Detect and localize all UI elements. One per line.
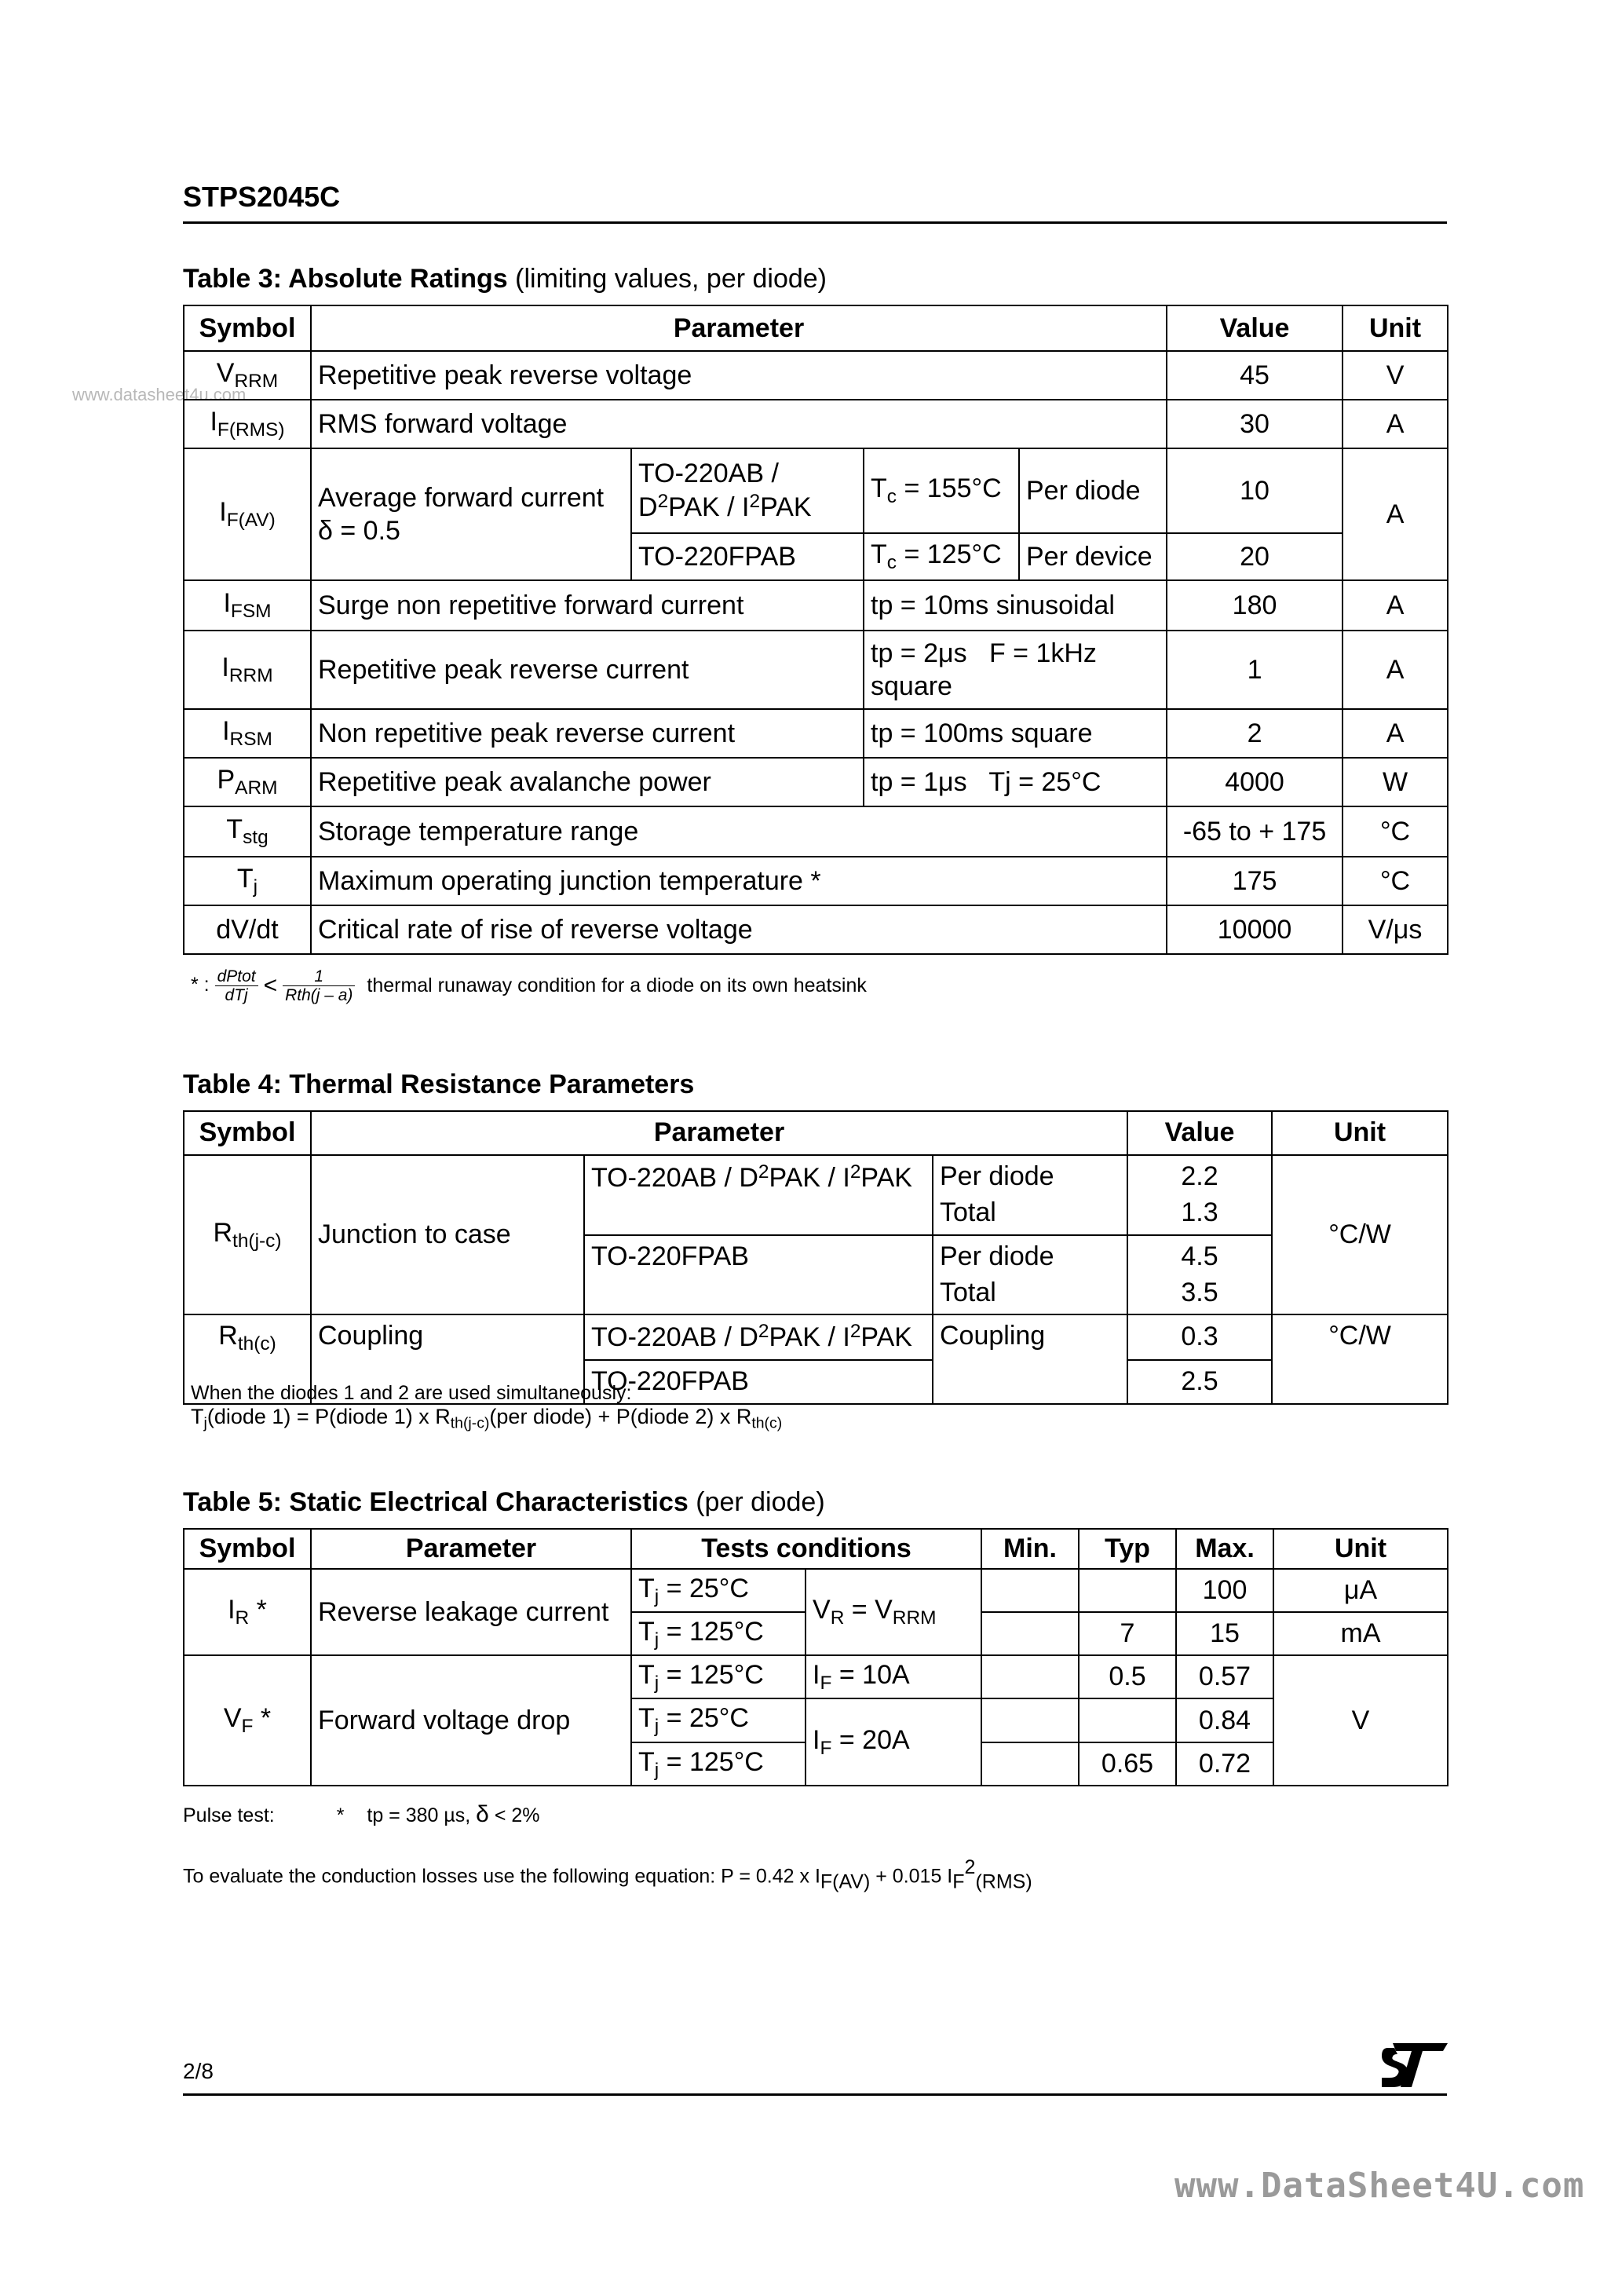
unit-cell: A: [1343, 448, 1448, 580]
condition-cell: $T_j = 125^\circ C$: [631, 1612, 806, 1655]
parameter-cell: Repetitive peak reverse current: [311, 631, 864, 709]
parameter-cell: Maximum operating junction temperature *: [311, 857, 1167, 905]
min-cell: [981, 1612, 1079, 1655]
symbol-cell: $T_j$: [184, 857, 311, 905]
parameter-cell: Reverse leakage current: [311, 1569, 631, 1655]
condition-cell: $T_j = 25^\circ C$: [631, 1698, 806, 1742]
unit-cell: A: [1343, 400, 1448, 448]
header-value: Value: [1127, 1111, 1272, 1155]
per-cell: Per device: [1019, 533, 1167, 580]
header-typ: Typ: [1079, 1529, 1176, 1569]
max-cell: 0.72: [1176, 1742, 1273, 1786]
header-unit: Unit: [1343, 305, 1448, 351]
parameter-cell: Critical rate of rise of reverse voltage: [311, 905, 1167, 954]
unit-cell: A: [1343, 580, 1448, 631]
max-cell: 0.84: [1176, 1698, 1273, 1742]
header-tests: Tests conditions: [631, 1529, 981, 1569]
unit-cell: V: [1343, 351, 1448, 400]
value-cell: -65 to + 175: [1167, 806, 1343, 857]
header-unit: Unit: [1272, 1111, 1448, 1155]
value-cell: 45: [1167, 351, 1343, 400]
value-cell: 1: [1167, 631, 1343, 709]
header-parameter: Parameter: [311, 1529, 631, 1569]
unit-cell: V/μs: [1343, 905, 1448, 954]
header-max: Max.: [1176, 1529, 1273, 1569]
unit-cell: μA: [1273, 1569, 1448, 1612]
conduction-losses-equation: To evaluate the conduction losses use the following equation: P = 0.42 x $I_{F(AV)} + 0.015$ $I_F^2_{(RMS)}$: [183, 1856, 1032, 1893]
package-cell: $TO-220AB / D^2PAK / I^2PAK$: [584, 1155, 933, 1235]
symbol-cell: $I_{F(AV)}$: [184, 448, 311, 580]
symbol-cell: $R_{th(j-c)}$: [184, 1155, 311, 1315]
symbol-cell: $T_{stg}$: [184, 806, 311, 857]
min-cell: [981, 1655, 1079, 1698]
fraction-dptot: $\frac{\text{dPtot}}{\text{dTj}}$: [215, 967, 258, 1004]
table5-caption: Table 5: Static Electrical Characteristics (per diode): [183, 1487, 825, 1517]
unit-cell: A: [1343, 631, 1448, 709]
page-number: 2/8: [183, 2059, 214, 2083]
table-row: [184, 351, 1448, 400]
parameter-cell: Surge non repetitive forward current: [311, 580, 864, 631]
condition-cell: tp = 10ms sinusoidal: [864, 580, 1167, 631]
symbol-cell: $R_{th(c)}$: [184, 1314, 311, 1404]
table-row: [184, 905, 1448, 954]
value-cell: 4000: [1167, 758, 1343, 806]
symbol-cell: $P_{ARM}$: [184, 758, 311, 806]
max-cell: 100: [1176, 1569, 1273, 1612]
table-row: [184, 1569, 1448, 1612]
package-cell: TO-220AB / $D^2PAK / I^2PAK$: [631, 448, 864, 533]
condition-cell: $T_j = 125^\circ C$: [631, 1655, 806, 1698]
symbol-cell: $I_{F(RMS)}$: [184, 400, 311, 448]
header-symbol: Symbol: [184, 305, 311, 351]
symbol-cell: $I_R$ *: [184, 1569, 311, 1655]
value-cell: 4.5 3.5: [1127, 1235, 1272, 1315]
table-row: [184, 631, 1448, 709]
unit-cell: W: [1343, 758, 1448, 806]
condition-cell: $I_F = 20A$: [806, 1698, 981, 1785]
typ-cell: 0.5: [1079, 1655, 1176, 1698]
max-cell: 0.57: [1176, 1655, 1273, 1698]
parameter-cell: Junction to case: [311, 1155, 584, 1315]
document-title: STPS2045C: [183, 181, 341, 213]
value-cell: 10000: [1167, 905, 1343, 954]
parameter-cell: Repetitive peak reverse voltage: [311, 351, 1167, 400]
condition-cell: tp = 1μs Tj = 25°C: [864, 758, 1167, 806]
per-cell: Per diode: [1019, 448, 1167, 533]
min-cell: [981, 1742, 1079, 1786]
header-min: Min.: [981, 1529, 1079, 1569]
table-row: [184, 1655, 1448, 1698]
footer-rule: [183, 2093, 1447, 2096]
symbol-cell: $V_F$ *: [184, 1655, 311, 1786]
parameter-cell: Coupling: [311, 1314, 584, 1404]
table5-header-row: [184, 1529, 1448, 1569]
package-cell: TO-220FPAB: [584, 1235, 933, 1315]
condition-cell: $T_c = 125^\circ C$: [864, 533, 1019, 580]
value-cell: 2.5: [1127, 1360, 1272, 1404]
st-logo-icon: [1382, 2042, 1448, 2089]
label-cell: Coupling: [933, 1314, 1127, 1404]
table-row: [184, 806, 1448, 857]
table-row: [184, 448, 1448, 533]
parameter-cell: Repetitive peak avalanche power: [311, 758, 864, 806]
package-cell: TO-220FPAB: [584, 1360, 933, 1404]
symbol-cell: $V_{RRM}$: [184, 351, 311, 400]
header-symbol: Symbol: [184, 1111, 311, 1155]
parameter-cell: Forward voltage drop: [311, 1655, 631, 1786]
package-cell: $TO-220AB / D^2PAK / I^2PAK$: [584, 1314, 933, 1360]
value-cell: 2: [1167, 709, 1343, 758]
condition-cell: $V_R = V_{RRM}$: [806, 1569, 981, 1655]
note-line-2: $T_j(diode$ 1) = P(diode 1) x $R_{th(j-c)}(per$ diode) + P(diode 2) x $R_{th(c)}$: [191, 1405, 783, 1432]
parameter-cell: Average forward current δ = 0.5: [311, 448, 631, 580]
condition-cell: tp = 100ms square: [864, 709, 1167, 758]
pulse-test-note: Pulse test: * tp = 380 µs, δ < 2%: [183, 1801, 540, 1827]
table4-header-row: [184, 1111, 1448, 1155]
package-cell: TO-220FPAB: [631, 533, 864, 580]
typ-cell: [1079, 1698, 1176, 1742]
table-row: [184, 758, 1448, 806]
header-unit: Unit: [1273, 1529, 1448, 1569]
parameter-cell: Non repetitive peak reverse current: [311, 709, 864, 758]
value-cell: 180: [1167, 580, 1343, 631]
unit-cell: V: [1273, 1655, 1448, 1786]
condition-cell: $I_F = 10A$: [806, 1655, 981, 1698]
unit-cell: °C: [1343, 806, 1448, 857]
table-row: [184, 400, 1448, 448]
header-value: Value: [1167, 305, 1343, 351]
table5-static-electrical: [183, 1528, 1448, 1786]
table3-caption: Table 3: Absolute Ratings (limiting values, per diode): [183, 264, 827, 294]
min-cell: [981, 1698, 1079, 1742]
value-cell: 2.2 1.3: [1127, 1155, 1272, 1235]
condition-cell: tp = 2μs F = 1kHz square: [864, 631, 1167, 709]
table4-caption: Table 4: Thermal Resistance Parameters: [183, 1069, 695, 1099]
note-line-1: When the diodes 1 and 2 are used simultaneously:: [191, 1382, 632, 1404]
value-cell: 0.3: [1127, 1314, 1272, 1360]
typ-cell: [1079, 1569, 1176, 1612]
value-cell: 30: [1167, 400, 1343, 448]
typ-cell: 7: [1079, 1612, 1176, 1655]
table3-footnote: * : $\frac{\text{dPtot}}{\text{dTj}}$ < $\frac{1}{\text{Rth(j – a)}}$ thermal runaway condition for a diode on its own heatsink: [191, 967, 867, 1005]
header-parameter: Parameter: [311, 305, 1167, 351]
header-parameter: Parameter: [311, 1111, 1127, 1155]
value-cell: 10: [1167, 448, 1343, 533]
typ-cell: 0.65: [1079, 1742, 1176, 1786]
table-row: [184, 1314, 1448, 1360]
label-cell: Per diode Total: [933, 1235, 1127, 1315]
header-symbol: Symbol: [184, 1529, 311, 1569]
header-rule: [183, 221, 1447, 224]
table-row: [184, 1155, 1448, 1235]
value-cell: 175: [1167, 857, 1343, 905]
unit-cell: °C/W: [1272, 1314, 1448, 1404]
parameter-cell: RMS forward voltage: [311, 400, 1167, 448]
table-row: [184, 709, 1448, 758]
watermark-bottom: www.DataSheet4U.com: [1174, 2166, 1585, 2206]
table3-absolute-ratings: [183, 305, 1448, 955]
condition-cell: $T_c = 155^\circ C$: [864, 448, 1019, 533]
symbol-cell: $I_{FSM}$: [184, 580, 311, 631]
unit-cell: °C/W: [1272, 1155, 1448, 1315]
symbol-cell: $I_{RSM}$: [184, 709, 311, 758]
st-logo-s-shape: [1382, 2048, 1408, 2087]
symbol-cell: $I_{RRM}$: [184, 631, 311, 709]
label-cell: Per diode Total: [933, 1155, 1127, 1235]
condition-cell: $T_j = 25^\circ C$: [631, 1569, 806, 1612]
fraction-rth: $\frac{1}{\text{Rth(j – a)}}$: [283, 967, 355, 1004]
max-cell: 15: [1176, 1612, 1273, 1655]
table4-thermal-resistance: [183, 1110, 1448, 1405]
table3-header-row: [184, 305, 1448, 351]
value-cell: 20: [1167, 533, 1343, 580]
table-row: [184, 580, 1448, 631]
parameter-cell: Storage temperature range: [311, 806, 1167, 857]
unit-cell: mA: [1273, 1612, 1448, 1655]
table-row: [184, 857, 1448, 905]
symbol-cell: dV/dt: [184, 905, 311, 954]
table4-note: [191, 1382, 782, 1432]
watermark-top: www.datasheet4u.com: [72, 385, 247, 404]
unit-cell: °C: [1343, 857, 1448, 905]
unit-cell: A: [1343, 709, 1448, 758]
condition-cell: $T_j = 125^\circ C$: [631, 1742, 806, 1786]
min-cell: [981, 1569, 1079, 1612]
